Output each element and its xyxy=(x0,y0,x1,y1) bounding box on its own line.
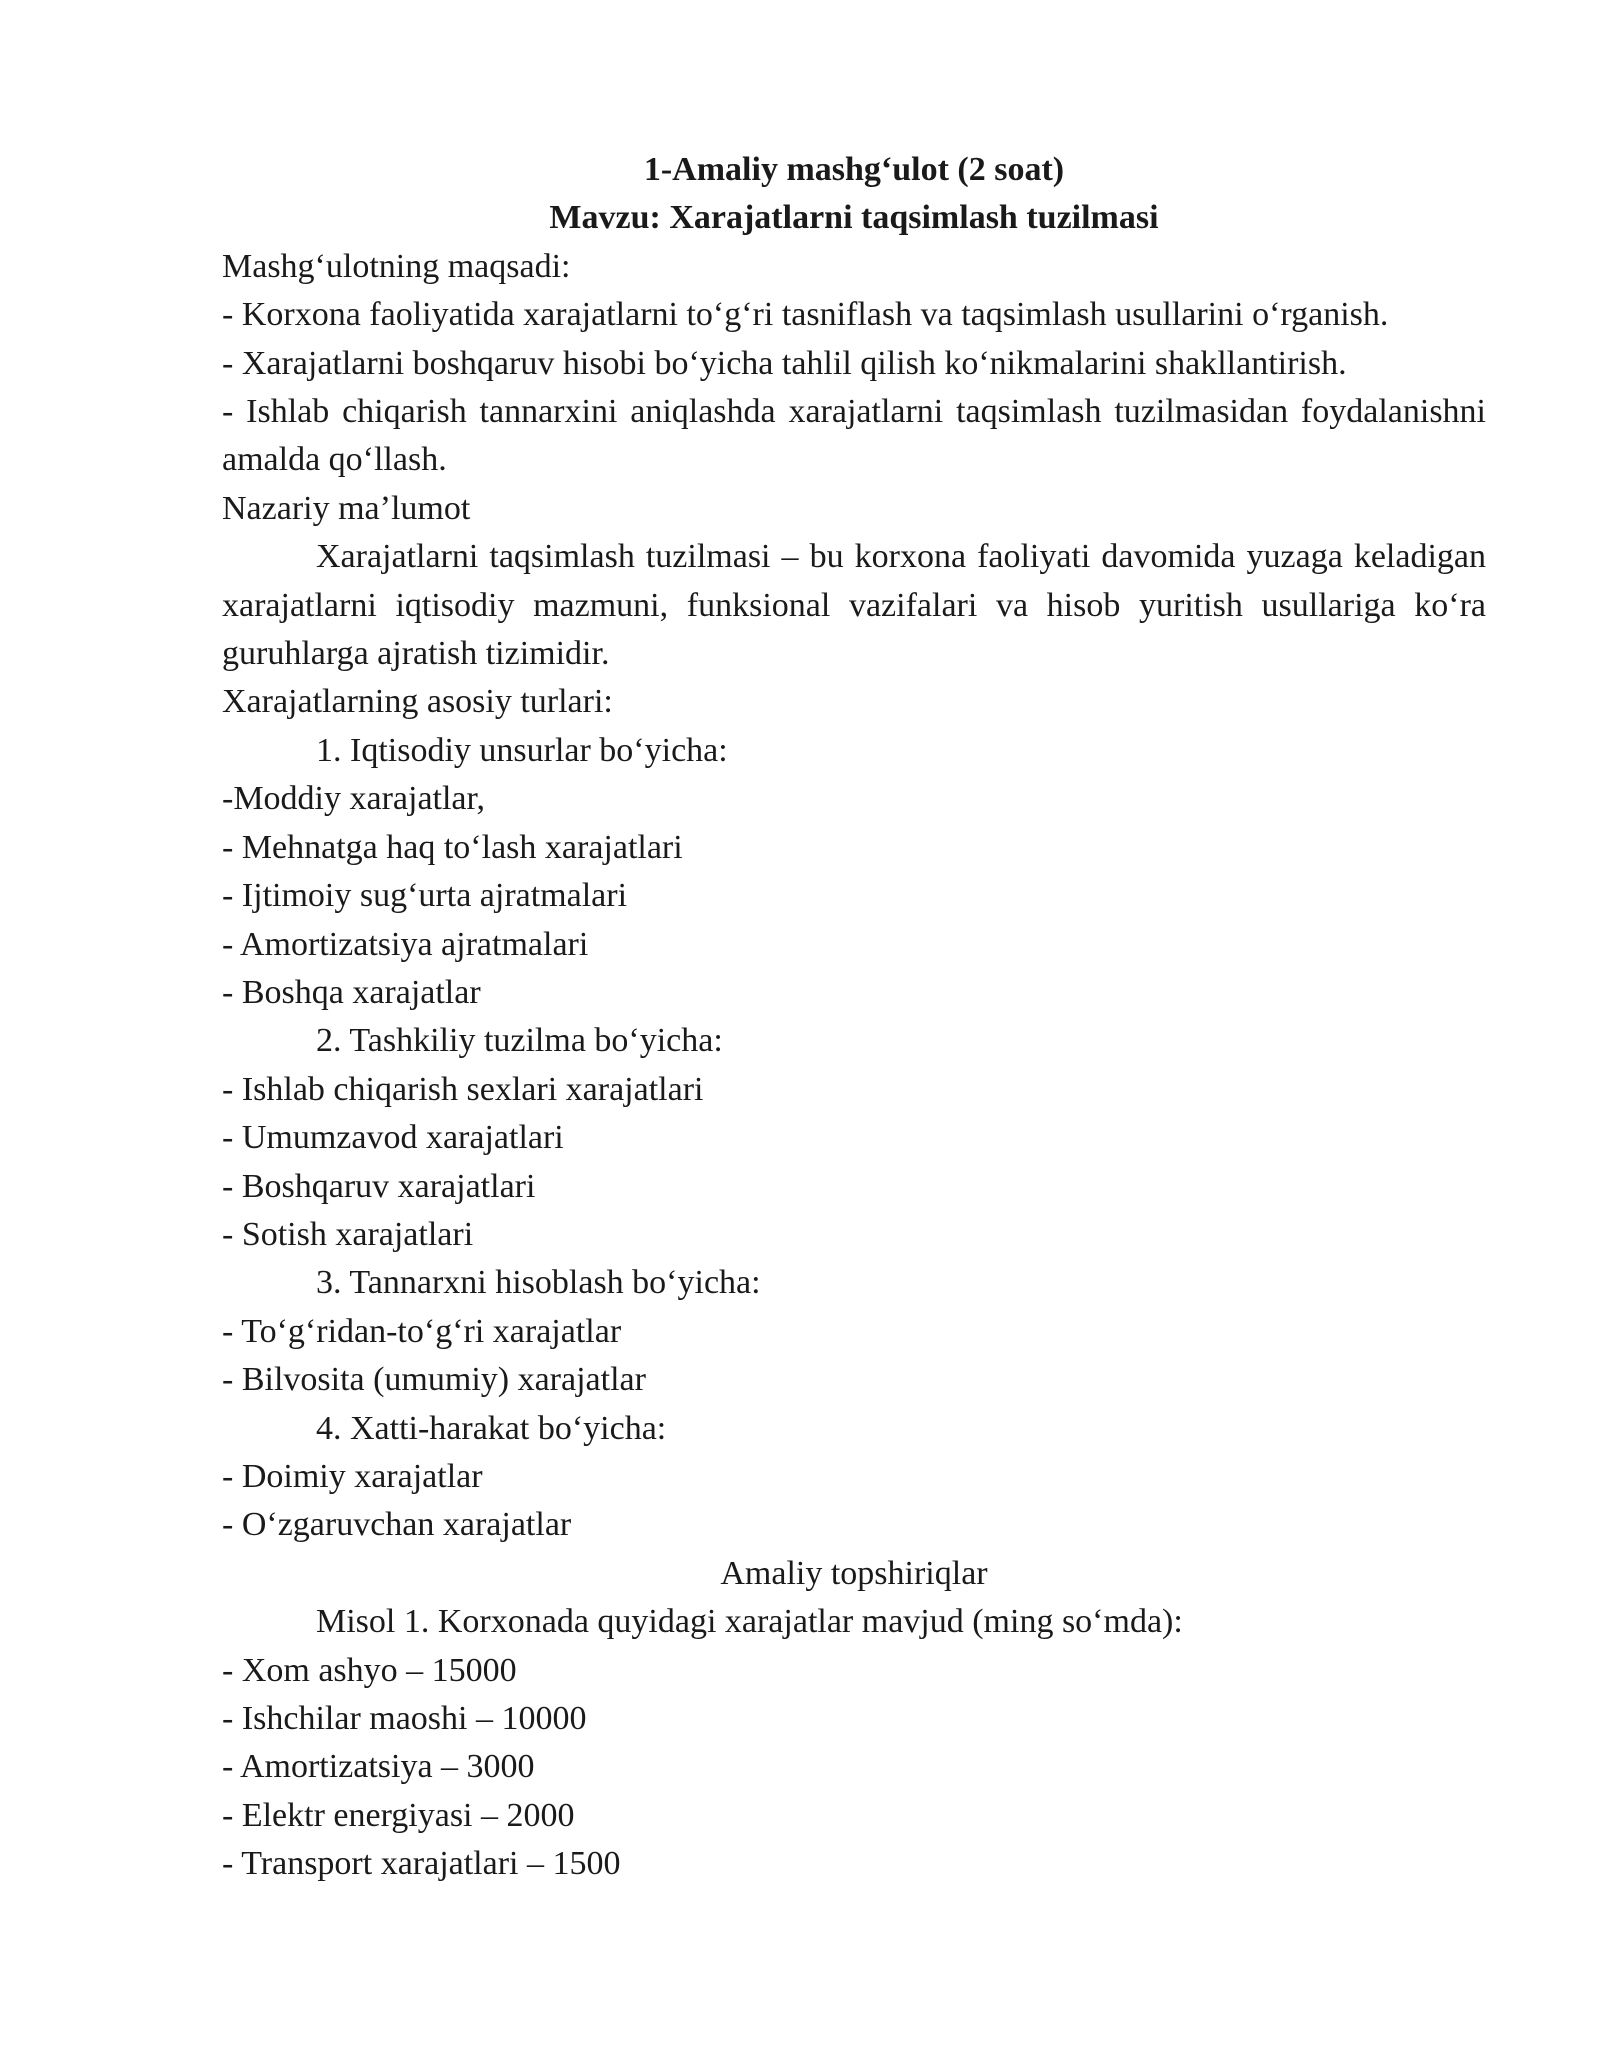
goal-item: - Korxona faoliyatida xarajatlarni toʻgʻri tasniflash va taqsimlash usullarini oʻrganish. xyxy=(222,296,1389,334)
type-item: - Toʻgʻridan-toʻgʻri xarajatlar xyxy=(222,1312,622,1350)
type-group-title: 2. Tashkiliy tuzilma boʻyicha: xyxy=(316,1022,723,1060)
type-item: - Ishlab chiqarish sexlari xarajatlari xyxy=(222,1070,704,1108)
type-item: - Boshqa xarajatlar xyxy=(222,973,481,1011)
type-item: - Umumzavod xarajatlari xyxy=(222,1119,564,1157)
goal-item: - Xarajatlarni boshqaruv hisobi boʻyicha tahlil qilish koʻnikmalarini shakllantirish. xyxy=(222,344,1347,382)
theory-paragraph: Xarajatlarni taqsimlash tuzilmasi – bu korxona faoliyati davomida yuzaga keladigan xarajatlarni iqtisodiy mazmuni, funksional vazifalari va hisob yuritish usullariga koʻra guruhlarga ajratish tizimidir. xyxy=(222,538,1486,673)
type-item: - Amortizatsiya ajratmalari xyxy=(222,925,589,963)
practice-heading: Amaliy topshiriqlar xyxy=(720,1554,988,1592)
type-item: -Moddiy xarajatlar, xyxy=(222,780,485,818)
goals-heading: Mashgʻulotning maqsadi: xyxy=(222,247,571,285)
goal-item: - Ishlab chiqarish tannarxini aniqlashda xarajatlarni taqsimlash tuzilmasidan foydalanishni amalda qoʻllash. xyxy=(222,393,1486,479)
type-item: - Boshqaruv xarajatlari xyxy=(222,1167,536,1205)
type-group-title: 3. Tannarxni hisoblash boʻyicha: xyxy=(316,1264,761,1302)
type-group-title: 4. Xatti-harakat boʻyicha: xyxy=(316,1409,667,1447)
document-body xyxy=(222,146,1486,1889)
types-heading: Xarajatlarning asosiy turlari: xyxy=(222,683,613,721)
type-group-title: 1. Iqtisodiy unsurlar boʻyicha: xyxy=(316,731,728,769)
type-item: - Bilvosita (umumiy) xarajatlar xyxy=(222,1361,646,1399)
type-item: - Ijtimoiy sugʻurta ajratmalari xyxy=(222,877,628,915)
expense-item: - Ishchilar maoshi – 10000 xyxy=(222,1700,587,1737)
theory-heading: Nazariy maʼlumot xyxy=(222,489,471,527)
type-item: - Sotish xarajatlari xyxy=(222,1215,474,1253)
expense-item: - Elektr energiyasi – 2000 xyxy=(222,1796,575,1834)
type-item: - Doimiy xarajatlar xyxy=(222,1457,483,1495)
example-intro: Misol 1. Korxonada quyidagi xarajatlar mavjud (ming soʻmda): xyxy=(316,1603,1183,1641)
type-item: - Mehnatga haq toʻlash xarajatlari xyxy=(222,828,683,866)
expense-item: - Transport xarajatlari – 1500 xyxy=(222,1845,621,1883)
type-item: - Oʻzgaruvchan xarajatlar xyxy=(222,1506,572,1544)
expense-item: - Amortizatsiya – 3000 xyxy=(222,1748,535,1786)
expense-item: - Xom ashyo – 15000 xyxy=(222,1651,517,1689)
document-topic: Mavzu: Xarajatlarni taqsimlash tuzilmasi xyxy=(549,199,1159,237)
document-title: 1-Amaliy mashgʻulot (2 soat) xyxy=(643,151,1065,188)
